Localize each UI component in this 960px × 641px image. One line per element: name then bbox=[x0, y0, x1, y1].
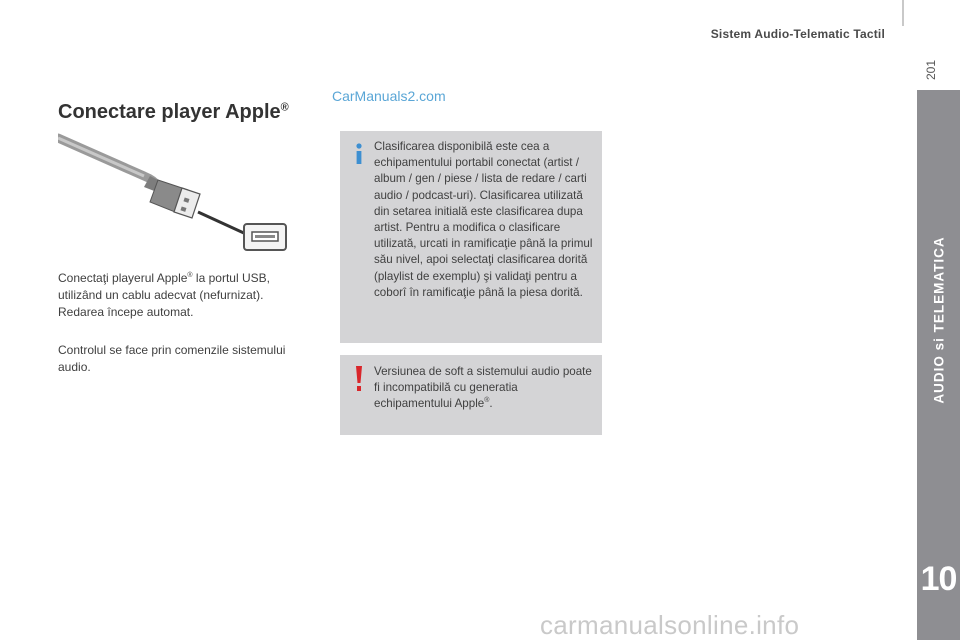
usb-cable-highlight bbox=[58, 138, 144, 176]
running-header: Sistem Audio-Telematic Tactil bbox=[710, 27, 885, 41]
registered-mark: ® bbox=[280, 101, 289, 114]
chapter-number: 10 bbox=[920, 560, 957, 598]
page-title bbox=[58, 101, 289, 124]
chapter-tab-label-box bbox=[917, 90, 960, 550]
warning-text: Versiunea de soft a sistemului audio poate fi incompatibilă cu generatia echipamentului Apple bbox=[374, 365, 592, 411]
connection-pointer bbox=[198, 212, 246, 234]
instruction-text: la portul USB, utilizând un cablu adecvat (nefurnizat). bbox=[58, 271, 270, 302]
warning-note-text bbox=[374, 364, 596, 413]
usb-port-tongue bbox=[255, 235, 275, 238]
instruction-paragraph bbox=[58, 270, 298, 321]
page-number bbox=[918, 58, 944, 82]
watermark-carmanualsonline[interactable]: carmanualsonline.info bbox=[540, 610, 800, 640]
instruction-text: Conectaţi playerul Apple bbox=[58, 271, 188, 285]
info-note-box bbox=[340, 131, 602, 343]
control-paragraph: Controlul se face prin comenzile sistemului audio. bbox=[58, 343, 286, 374]
exclamation-icon bbox=[354, 366, 364, 392]
registered-mark: ® bbox=[484, 397, 490, 405]
watermark-carmanuals[interactable]: CarManuals2.com bbox=[332, 88, 446, 104]
usb-cable-illustration bbox=[58, 132, 298, 254]
header-divider bbox=[902, 0, 904, 26]
instruction-text: Redarea începe automat. bbox=[58, 305, 194, 319]
warning-text: . bbox=[489, 397, 493, 411]
page-number-text: 201 bbox=[924, 59, 938, 81]
info-note-text: Clasificarea disponibilă este cea a echipamentului portabil conectat (artist / album / gen / piese / lista de redare / carti audio / podcast-uri). Clasificarea utilizată din setarea initială este clasificarea dupa artist. Pentru a modifica o clasificare utilizată, urcati in ramificaţie până la primul său nivel, apoi selectaţi clasificarea dorită (playlist de exemplu) şi validaţi pentru a coborî în ramificaţie până la piesa dorită. bbox=[374, 140, 593, 299]
registered-mark: ® bbox=[187, 272, 193, 279]
chapter-tab bbox=[917, 90, 960, 640]
page-title-text: Conectare player Apple bbox=[58, 101, 281, 123]
chapter-section-label: AUDIO si TELEMATICA bbox=[931, 236, 946, 404]
warning-note-box bbox=[340, 355, 602, 435]
info-icon bbox=[353, 143, 365, 165]
